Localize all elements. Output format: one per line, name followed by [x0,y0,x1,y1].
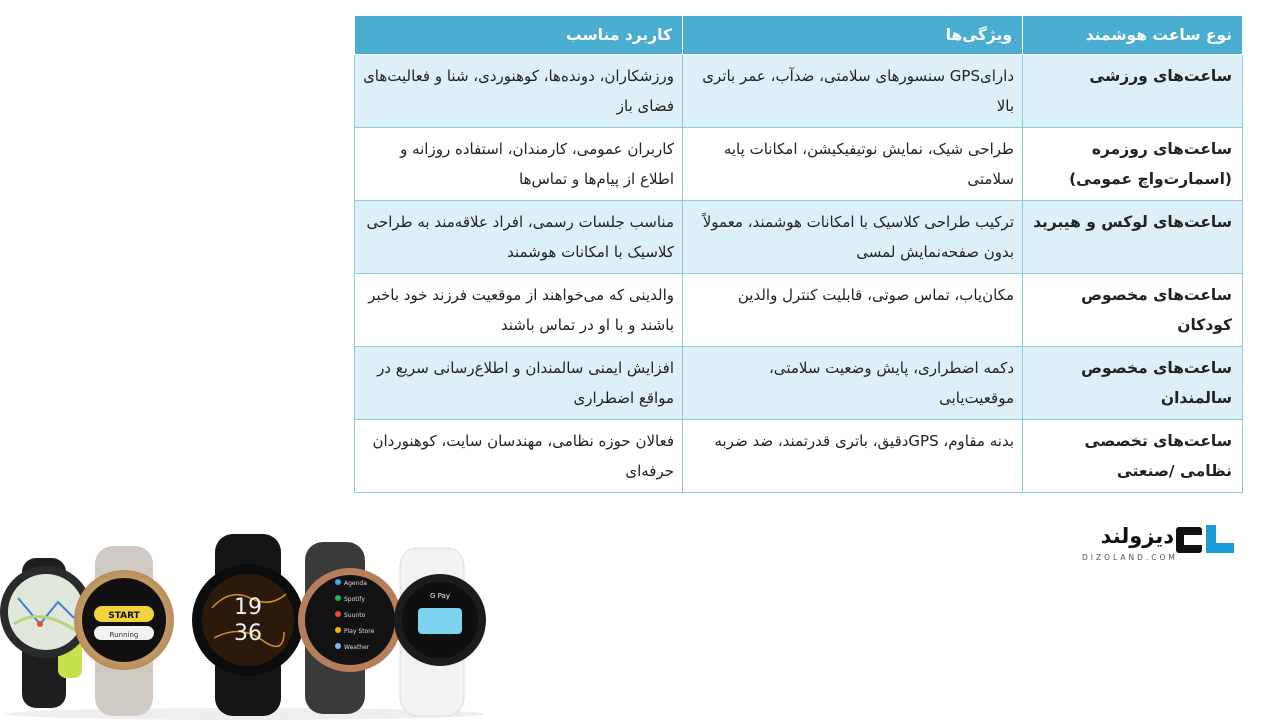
row-usage: کاربران عمومی، کارمندان، استفاده روزانه و اطلاع از پیام‌ها و تماس‌ها [355,128,683,201]
row-type: ساعت‌های مخصوص سالمندان [1023,347,1243,420]
row-usage: ورزشکاران، دونده‌ها، کوهنوردی، شنا و فعالیت‌های فضای باز [355,55,683,128]
row-usage: والدینی که می‌خواهند از موقعیت فرزند خود باخبر باشند و با او در تماس باشند [355,274,683,347]
table-row [355,420,1243,493]
menu-item-spotify: Spotify [344,596,365,603]
watch-start-label: START [108,611,140,621]
table-row [355,201,1243,274]
header-features: ویژگی‌ها [683,16,1023,55]
row-type: ساعت‌های لوکس و هیبرید [1023,201,1243,274]
table-row [355,55,1243,128]
watch-pay [394,548,486,716]
row-type: ساعت‌های مخصوص کودکان [1023,274,1243,347]
menu-item-suunto: Suunto [344,612,366,619]
watch-minutes: 36 [234,621,262,646]
table-row [355,274,1243,347]
table-row [355,347,1243,420]
smartwatches-photo [0,528,492,720]
watch-pay-label: G Pay [430,592,450,600]
row-type: ساعت‌های روزمره (اسمارت‌واچ عمومی) [1023,128,1243,201]
row-usage: فعالان حوزه نظامی، مهندسان سایت، کوهنوردان حرفه‌ای [355,420,683,493]
row-features: طراحی شیک، نمایش نوتیفیکیشن، امکانات پایه سلامتی [683,128,1023,201]
row-type: ساعت‌های تخصصی نظامی /صنعتی [1023,420,1243,493]
table-row [355,128,1243,201]
row-features: دارایGPS سنسورهای سلامتی، ضدآب، عمر باتری بالا [683,55,1023,128]
watch-running-label: Running [109,631,139,639]
watch-start [74,546,174,716]
header-type: نوع ساعت هوشمند [1023,16,1243,55]
table-header-row [355,16,1243,55]
row-features: مکان‌یاب، تماس صوتی، قابلیت کنترل والدین [683,274,1023,347]
menu-item-weather: Weather [344,644,370,651]
logo-text-en: DIZOLAND.COM [1082,553,1178,562]
logo-text-fa: دیزولند [1100,524,1174,548]
row-features: بدنه مقاوم، GPSدقیق، باتری قدرتمند، ضد ضربه [683,420,1023,493]
watch-menu [298,542,402,714]
smartwatch-comparison-table [354,15,1243,493]
row-type: ساعت‌های ورزشی [1023,55,1243,128]
dizoland-logo[interactable] [1082,520,1238,568]
row-features: دکمه اضطراری، پایش وضعیت سلامتی، موقعیت‌یابی [683,347,1023,420]
menu-item-play-store: Play Store [344,628,375,635]
header-usage: کاربرد مناسب [355,16,683,55]
watch-time [192,534,304,716]
logo-mark-icon [1176,523,1236,555]
menu-item-agenda: Agenda [344,580,367,587]
row-usage: مناسب جلسات رسمی، افراد علاقه‌مند به طراحی کلاسیک با امکانات هوشمند [355,201,683,274]
row-usage: افزایش ایمنی سالمندان و اطلاع‌رسانی سریع در مواقع اضطراری [355,347,683,420]
watch-hours: 19 [234,595,262,620]
row-features: ترکیب طراحی کلاسیک با امکانات هوشمند، معمولاً بدون صفحه‌نمایش لمسی [683,201,1023,274]
